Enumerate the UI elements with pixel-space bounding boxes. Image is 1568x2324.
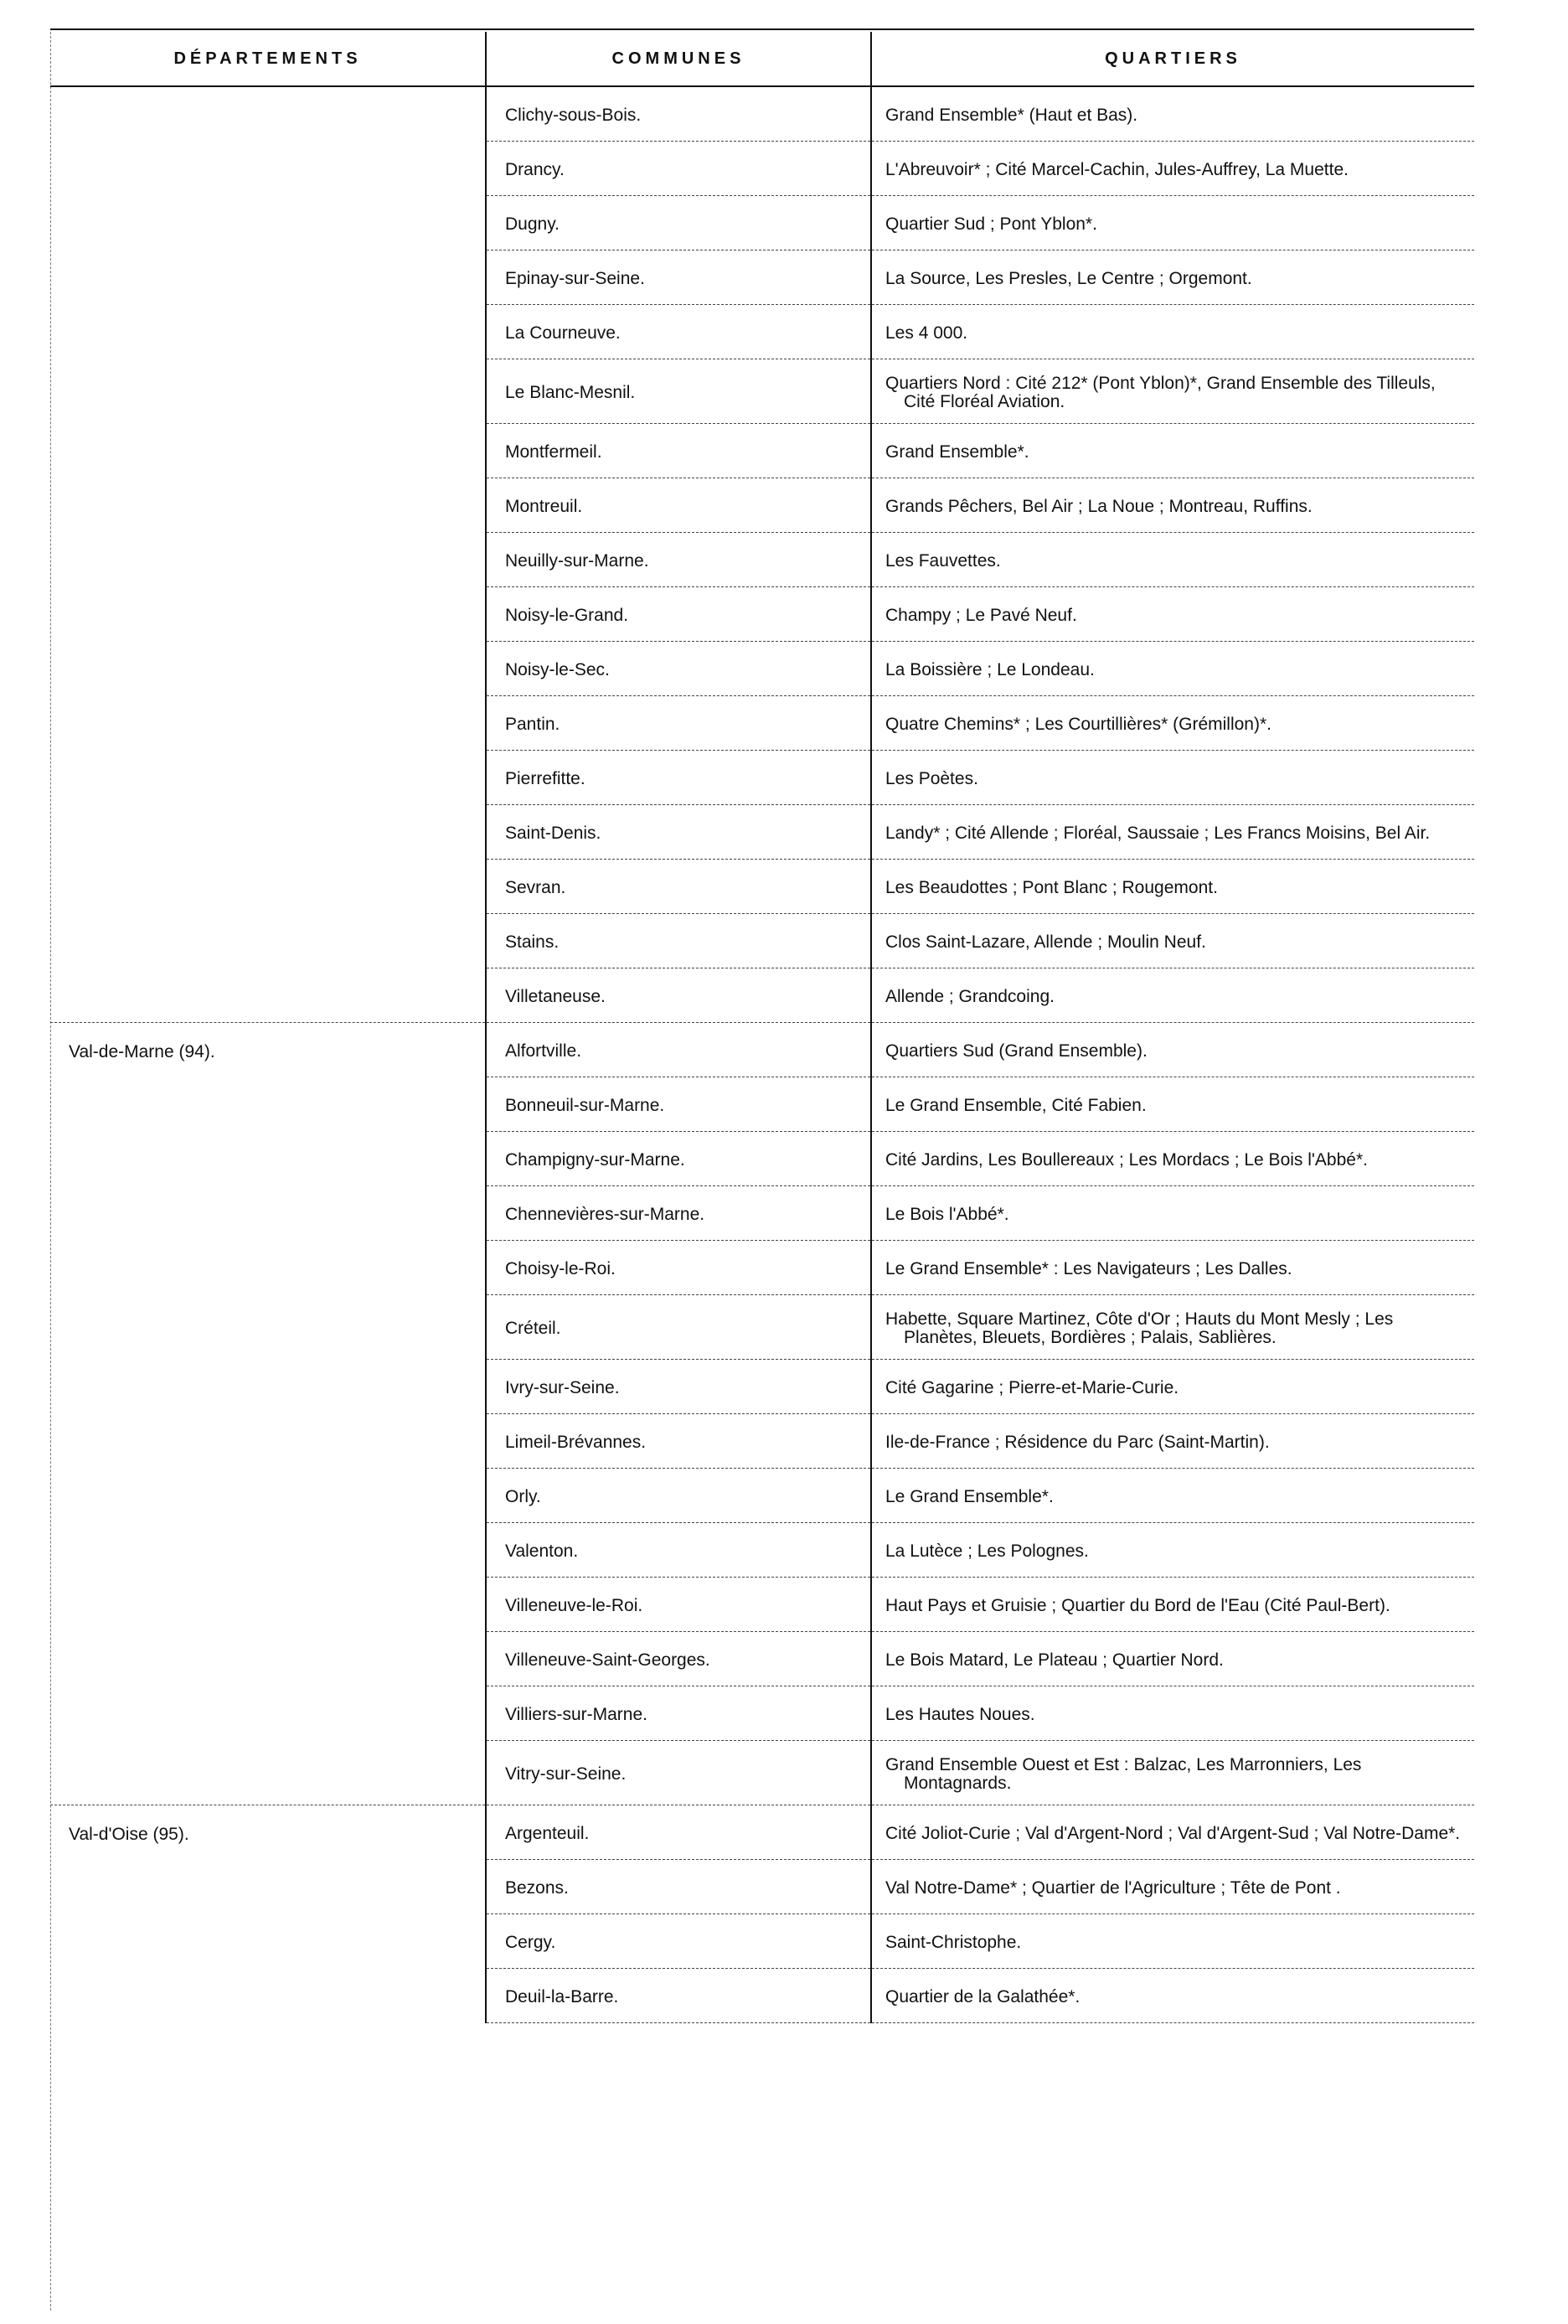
quartiers-cell	[871, 305, 1474, 359]
quartiers-cell	[871, 968, 1474, 1023]
header-communes: COMMUNES	[486, 32, 871, 86]
quartiers-text: Habette, Square Martinez, Côte d'Or ; Hauts du Mont Mesly ; Les Planètes, Bleuets, Bordières ; Palais, Sablières.	[885, 1309, 1394, 1347]
commune-cell: Deuil-la-Barre.	[486, 1969, 871, 2023]
quartiers-text: Champy ; Le Pavé Neuf.	[885, 606, 1077, 625]
commune-cell: Drancy.	[486, 142, 871, 196]
commune-cell: Créteil.	[486, 1295, 871, 1360]
commune-cell: Montreuil.	[486, 478, 871, 533]
quartiers-cell	[871, 696, 1474, 751]
commune-cell: Limeil-Brévannes.	[486, 1414, 871, 1469]
quartiers-cell	[871, 1805, 1474, 1860]
quartiers-cell	[871, 1077, 1474, 1132]
departement-cell: Val-d'Oise (95).	[50, 1805, 486, 2023]
quartiers-cell	[871, 533, 1474, 587]
quartiers-cell	[871, 1023, 1474, 1077]
quartiers-text: Quartier Sud ; Pont Yblon*.	[885, 214, 1097, 234]
quartiers-cell	[871, 1414, 1474, 1469]
commune-cell: Neuilly-sur-Marne.	[486, 533, 871, 587]
commune-cell: Villiers-sur-Marne.	[486, 1686, 871, 1741]
commune-cell: Le Blanc-Mesnil.	[486, 359, 871, 424]
quartiers-text: Quatre Chemins* ; Les Courtillières* (Grémillon)*.	[885, 715, 1271, 734]
commune-cell: Argenteuil.	[486, 1805, 871, 1860]
quartiers-cell	[871, 1914, 1474, 1969]
quartiers-cell	[871, 1132, 1474, 1186]
quartiers-text: Cité Jardins, Les Boullereaux ; Les Mordacs ; Le Bois l'Abbé*.	[885, 1150, 1368, 1170]
quartiers-cell	[871, 86, 1474, 142]
commune-cell: Saint-Denis.	[486, 805, 871, 860]
quartiers-cell	[871, 1295, 1474, 1360]
quartiers-cell	[871, 1860, 1474, 1914]
commune-cell: Montfermeil.	[486, 424, 871, 478]
quartiers-cell	[871, 751, 1474, 805]
quartiers-text: La Source, Les Presles, Le Centre ; Orgemont.	[885, 269, 1252, 288]
departement-cell	[50, 86, 486, 1023]
quartiers-cell	[871, 1186, 1474, 1241]
commune-cell: Stains.	[486, 914, 871, 968]
commune-cell: Alfortville.	[486, 1023, 871, 1077]
commune-cell: Vitry-sur-Seine.	[486, 1741, 871, 1805]
commune-cell: Champigny-sur-Marne.	[486, 1132, 871, 1186]
commune-cell: Clichy-sous-Bois.	[486, 86, 871, 142]
quartiers-text: Les Beaudottes ; Pont Blanc ; Rougemont.	[885, 878, 1218, 897]
quartiers-text: Val Notre-Dame* ; Quartier de l'Agriculture ; Tête de Pont .	[885, 1878, 1341, 1898]
quartiers-cell	[871, 196, 1474, 250]
commune-cell: Bonneuil-sur-Marne.	[486, 1077, 871, 1132]
quartiers-text: Quartiers Sud (Grand Ensemble).	[885, 1041, 1148, 1061]
quartiers-table	[50, 32, 1474, 2023]
commune-cell: Ivry-sur-Seine.	[486, 1360, 871, 1414]
quartiers-text: Grand Ensemble*.	[885, 442, 1029, 462]
quartiers-text: Les Fauvettes.	[885, 551, 1001, 571]
commune-cell: Choisy-le-Roi.	[486, 1241, 871, 1295]
commune-cell: Valenton.	[486, 1523, 871, 1578]
quartiers-cell	[871, 1578, 1474, 1632]
quartiers-text: Allende ; Grandcoing.	[885, 987, 1055, 1006]
table-row	[50, 1805, 1474, 1860]
quartiers-text: La Boissière ; Le Londeau.	[885, 660, 1095, 679]
header-quartiers: QUARTIERS	[871, 32, 1474, 86]
departement-cell: Val-de-Marne (94).	[50, 1023, 486, 1805]
quartiers-text: Grands Pêchers, Bel Air ; La Noue ; Montreau, Ruffins.	[885, 497, 1313, 516]
quartiers-text: Saint-Christophe.	[885, 1933, 1022, 1952]
commune-cell: Epinay-sur-Seine.	[486, 250, 871, 305]
quartiers-text: Le Bois l'Abbé*.	[885, 1205, 1009, 1224]
top-rule	[50, 28, 1474, 30]
quartiers-text: Le Grand Ensemble, Cité Fabien.	[885, 1096, 1147, 1115]
quartiers-cell	[871, 478, 1474, 533]
commune-cell: Noisy-le-Grand.	[486, 587, 871, 642]
commune-cell: Bezons.	[486, 1860, 871, 1914]
commune-cell: Sevran.	[486, 860, 871, 914]
commune-cell: Villetaneuse.	[486, 968, 871, 1023]
quartiers-cell	[871, 805, 1474, 860]
quartiers-text: Quartiers Nord : Cité 212* (Pont Yblon)*, Grand Ensemble des Tilleuls, Cité Floréal Aviation.	[885, 374, 1436, 411]
quartiers-text: Grand Ensemble Ouest et Est : Balzac, Les Marronniers, Les Montagnards.	[885, 1755, 1362, 1793]
commune-cell: Orly.	[486, 1469, 871, 1523]
quartiers-text: Le Grand Ensemble* : Les Navigateurs ; Les Dalles.	[885, 1259, 1292, 1278]
quartiers-cell	[871, 1741, 1474, 1805]
quartiers-cell	[871, 1523, 1474, 1578]
commune-cell: La Courneuve.	[486, 305, 871, 359]
quartiers-cell	[871, 142, 1474, 196]
quartiers-text: Les Poètes.	[885, 769, 978, 788]
quartiers-text: Cité Joliot-Curie ; Val d'Argent-Nord ; Val d'Argent-Sud ; Val Notre-Dame*.	[885, 1824, 1461, 1843]
quartiers-cell	[871, 1686, 1474, 1741]
quartiers-cell	[871, 1632, 1474, 1686]
commune-cell: Villeneuve-Saint-Georges.	[486, 1632, 871, 1686]
quartiers-text: Les Hautes Noues.	[885, 1705, 1035, 1724]
quartiers-text: Le Bois Matard, Le Plateau ; Quartier Nord.	[885, 1650, 1224, 1670]
quartiers-text: Haut Pays et Gruisie ; Quartier du Bord de l'Eau (Cité Paul-Bert).	[885, 1596, 1390, 1615]
commune-cell: Pierrefitte.	[486, 751, 871, 805]
table-row	[50, 1023, 1474, 1077]
quartiers-cell	[871, 860, 1474, 914]
quartiers-text: Grand Ensemble* (Haut et Bas).	[885, 106, 1138, 125]
header-departements: DÉPARTEMENTS	[50, 32, 486, 86]
commune-cell: Cergy.	[486, 1914, 871, 1969]
commune-cell: Noisy-le-Sec.	[486, 642, 871, 696]
commune-cell: Pantin.	[486, 696, 871, 751]
quartiers-cell	[871, 1241, 1474, 1295]
quartiers-text: Clos Saint-Lazare, Allende ; Moulin Neuf.	[885, 932, 1206, 952]
quartiers-text: Quartier de la Galathée*.	[885, 1987, 1081, 2006]
quartiers-cell	[871, 1469, 1474, 1523]
table-header-row	[50, 32, 1474, 86]
table-row	[50, 86, 1474, 142]
quartiers-cell	[871, 250, 1474, 305]
quartiers-text: Cité Gagarine ; Pierre-et-Marie-Curie.	[885, 1378, 1179, 1397]
quartiers-text: La Lutèce ; Les Polognes.	[885, 1542, 1089, 1561]
quartiers-text: Le Grand Ensemble*.	[885, 1487, 1054, 1506]
quartiers-cell	[871, 914, 1474, 968]
commune-cell: Chennevières-sur-Marne.	[486, 1186, 871, 1241]
quartiers-cell	[871, 1969, 1474, 2023]
quartiers-cell	[871, 1360, 1474, 1414]
table-body	[50, 86, 1474, 2023]
quartiers-cell	[871, 642, 1474, 696]
quartiers-text: Landy* ; Cité Allende ; Floréal, Saussaie ; Les Francs Moisins, Bel Air.	[885, 824, 1431, 843]
commune-cell: Dugny.	[486, 196, 871, 250]
quartiers-text: Les 4 000.	[885, 323, 968, 343]
quartiers-text: Ile-de-France ; Résidence du Parc (Saint-Martin).	[885, 1433, 1270, 1452]
quartiers-text: L'Abreuvoir* ; Cité Marcel-Cachin, Jules-Auffrey, La Muette.	[885, 160, 1349, 179]
quartiers-cell	[871, 424, 1474, 478]
quartiers-cell	[871, 587, 1474, 642]
commune-cell: Villeneuve-le-Roi.	[486, 1578, 871, 1632]
quartiers-cell	[871, 359, 1474, 424]
